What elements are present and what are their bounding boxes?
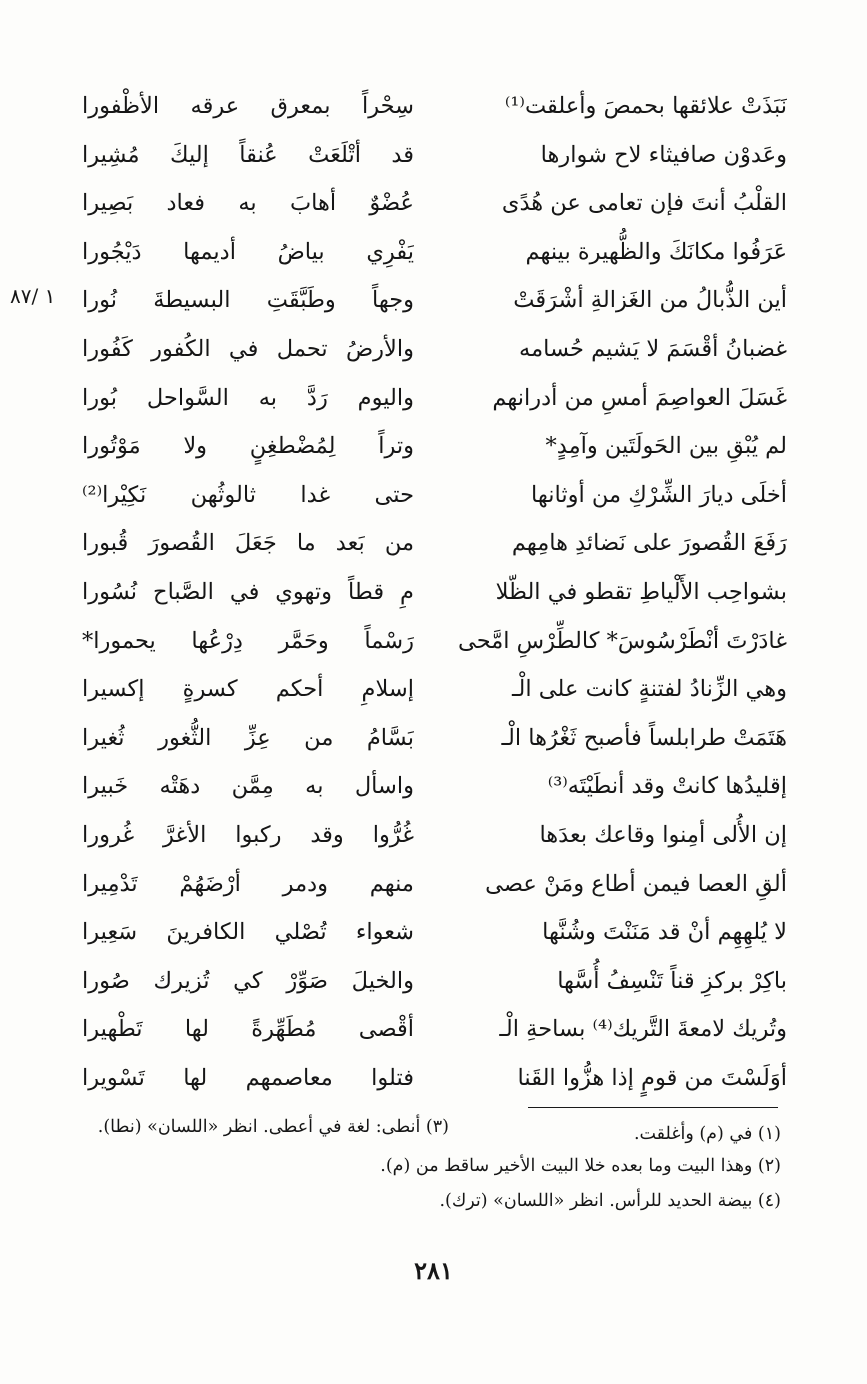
poem-right-column [455,82,787,1102]
hemistich-left: قد أتْلَعَتْ عُنقاً إليكَ مُشِيرا [82,141,414,168]
hemistich-right: أوَلَسْتَ من قومٍ إذا هزُّوا القَنا [517,1064,787,1091]
hemistich-right: بشواحِب الأَلْياطِ تقطو في الظّلا [495,578,787,605]
hemistich-right: غادَرْتَ أنْطَرْسُوسَ* كالطِّرْسِ امَّحى [457,627,787,654]
hemistich-right: إن الأُلى أمِنوا وقاعك بعدَها [539,821,787,848]
footnote-4: (٤) بيضة الحديد للرأس. انظر «اللسان» (ترك). [439,1191,781,1211]
hemistich-right: وتُريك لامعةَ التَّريك⁽⁴⁾ بساحةِ الْـ [499,1016,787,1043]
hemistich-left: سِحْراً بمعرق عرقه الأظْفورا [82,93,414,119]
hemistich-left: إسلامِ أحكم كسرةٍ إكسيرا [82,676,414,703]
hemistich-left: وتراً لِمُضْطغِنٍ ولا مَوْتُورا [82,433,414,460]
hemistich-left: والأرضُ تحمل في الكُفور كَفُورا [82,335,414,362]
hemistich-left: حتى غدا ثالوثُهن نَكِيْرا⁽²⁾ [82,481,414,508]
page-number: ٢٨١ [414,1256,453,1285]
hemistich-left: أقْصى مُطَهِّرةً لها تَطْهيرا [82,1016,414,1043]
hemistich-right: هَتَمَتْ طرابلساً فأصبح ثَغْرُها الْـ [501,724,787,751]
hemistich-left: من بَعد ما جَعَلَ القُصورَ قُبورا [82,530,414,557]
hemistich-left: رَسْماً وحَمَّر دِرْعُها يحمورا* [82,627,414,654]
hemistich-right: القلْبُ أنتَ فإن تعامى عن هُدًى [501,190,787,217]
hemistich-left: منهم ودمر أرْضَهُمْ تَدْمِيرا [82,870,414,897]
margin-reference: ١ /٨٧ [10,284,56,308]
hemistich-right: غضبانُ أقْسَمَ لا يَشيم حُسامه [519,335,787,362]
hemistich-right: وهي الزِّنادُ لفتنةٍ كانت على الْـ [511,676,787,703]
hemistich-right: ألقِ العصا فيمن أطاع ومَنْ عصى [485,870,787,897]
hemistich-right: باكِرْ بركزِ قناً تَنْسِفُ أُسَّها [557,967,787,994]
hemistich-left: بَسَّامُ من عِزِّ الثُّغور ثُغيرا [82,724,414,751]
hemistich-left: والخيلَ صَوِّرْ كي تُزيرك صُورا [82,967,414,994]
hemistich-left: مِ قطاً وتهوي في الصَّباح نُسُورا [82,578,414,605]
footnote-2: (٢) وهذا البيت وما بعده خلا البيت الأخير ساقط من (م). [380,1156,781,1176]
hemistich-left: وجهاً وطَبَّقَتِ البسيطةَ نُورا [82,287,414,314]
hemistich-left: غُرُّوا وقد ركبوا الأغرَّ غُرورا [82,821,414,848]
hemistich-right: عَرَفُوا مكانَكَ والظُّهيرة بينهم [525,238,787,265]
footnote-divider [528,1107,778,1108]
hemistich-right: لم يُبْقِ بين الحَولَتَين وآمِدٍ* [545,433,787,460]
hemistich-left: واسأل به مِمَّن دهَتْه خَبيرا [82,773,414,800]
hemistich-left: يَفْرِي بياضُ أديمها دَيْجُورا [82,238,414,265]
hemistich-right: رَفَعَ القُصورَ على نَضائدِ هامِهم [511,530,787,557]
footnote-3: (٣) أنطى: لغة في أعطى. انظر «اللسان» (نطا). [97,1117,449,1137]
poem-left-column [82,82,414,1102]
hemistich-left: عُضْوٌ أهابَ به فعاد بَصِيرا [82,190,414,217]
hemistich-right: وعَدوْن صافيثاء لاح شوارها [540,141,787,168]
hemistich-left: شعواء تُصْلي الكافرينَ سَعِيرا [82,919,414,946]
hemistich-right: أين الذُّبالُ من الغَزالةِ أشْرَقَتْ [513,287,787,314]
hemistich-right: أخلَى ديارَ الشِّرْكِ من أوثانها [530,481,787,508]
hemistich-right: نَبَذَتْ علائقها بحمصَ وأعلقت⁽¹⁾ [504,93,787,119]
hemistich-right: إقليدُها كانتْ وقد أنطَيْتَه⁽³⁾ [547,773,787,800]
hemistich-left: فتلوا معاصمهم لها تَسْويرا [82,1064,414,1091]
hemistich-right: لا يُلهِهِم أنْ قد مَنَنْتَ وشُنَّها [542,919,787,946]
hemistich-left: واليوم رَدَّ به السَّواحل بُورا [82,384,414,411]
footnote-1: (١) في (م) وأغلقت. [633,1124,781,1144]
hemistich-right: غَسَلَ العواصِمَ أمسِ من أدرانهم [492,384,787,411]
